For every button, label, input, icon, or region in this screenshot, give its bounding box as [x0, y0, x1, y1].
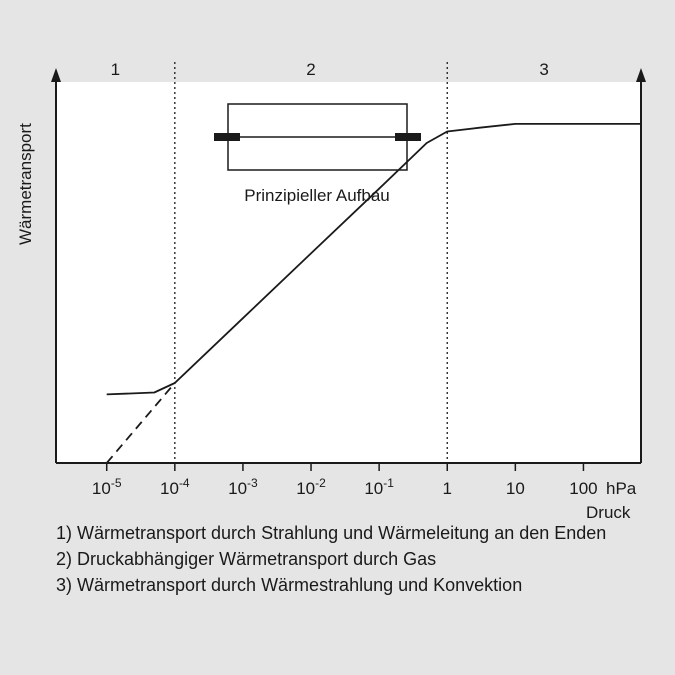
- note-3: 3) Wärmetransport durch Wärmestrahlung und Konvektion: [56, 575, 523, 595]
- x-tick-label-5: $10^{-1}$: [364, 476, 394, 498]
- x-tick-label-1: $10^{-5}$: [91, 476, 122, 498]
- x-tick-label-4: $10^{-2}$: [296, 476, 326, 498]
- x-axis-label: Druck: [586, 503, 631, 522]
- note-1: 1) Wärmetransport durch Strahlung und Wärmeleitung an den Enden: [56, 523, 607, 543]
- y-axis-label: Wärmetransport: [16, 123, 35, 245]
- inset-left-end: [214, 133, 240, 141]
- inset-label: Prinzipieller Aufbau: [244, 186, 390, 205]
- x-tick-labels: [92, 476, 598, 498]
- region-label-1: 1: [110, 60, 121, 79]
- x-tick-marks: [107, 463, 584, 471]
- x-unit-label: hPa: [606, 479, 637, 498]
- x-tick-label-8: 100: [569, 479, 598, 498]
- x-tick-label-7: 10: [505, 479, 525, 498]
- x-tick-label-2: $10^{-4}$: [160, 476, 190, 498]
- x-tick-label-3: $10^{-3}$: [228, 476, 258, 498]
- region-labels: [111, 60, 549, 79]
- region-label-2: 2: [306, 60, 316, 79]
- x-tick-label-6: 1: [442, 479, 452, 498]
- region-label-3: 3: [539, 60, 549, 79]
- right-axis-arrow: [636, 68, 646, 82]
- inset-right-end: [395, 133, 421, 141]
- note-2: 2) Druckabhängiger Wärmetransport durch Gas: [56, 549, 437, 569]
- y-axis-arrow: [51, 68, 61, 82]
- notes-list: [56, 520, 656, 598]
